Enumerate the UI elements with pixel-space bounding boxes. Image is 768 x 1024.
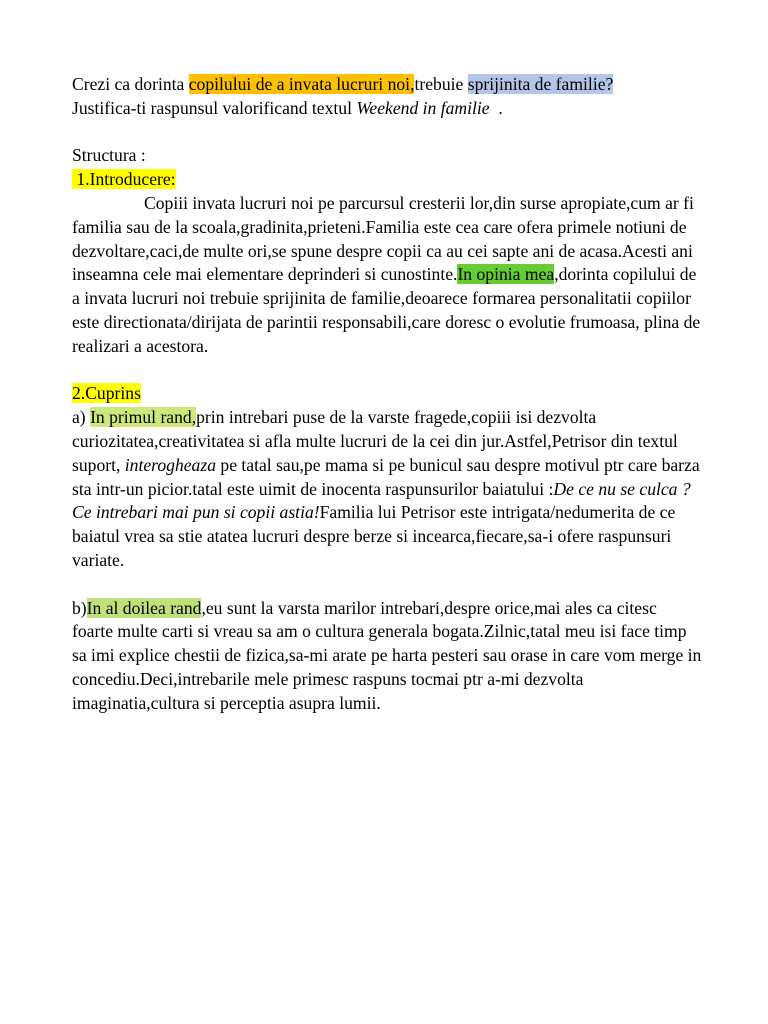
a-text-2: pe tatal sau,pe mama si pe bunicul sau despre motivul ptr care barza sta intr-un picior.tatal este uimit de inocenta raspunsurilor baiatului : — [72, 454, 700, 499]
spacer — [72, 121, 702, 145]
highlight-sprijinita: sprijinita de familie? — [467, 74, 614, 94]
paragraph-a — [72, 406, 702, 573]
intro-heading-line — [72, 168, 702, 192]
question-text-4: . — [489, 97, 503, 118]
highlight-primul-rand: In primul rand, — [90, 407, 197, 428]
highlight-opinia: In opinia mea — [457, 264, 555, 285]
a-italic-1: interogheaza — [124, 454, 216, 475]
question-line-1 — [72, 73, 702, 97]
intro-text-1: Copiii invata lucruri noi pe parcursul cresterii lor,din surse apropiate,cum ar fi familia sau de la scoala,gradinita,prieteni.Familia este cea care ofera primele notiuni de dezvoltare,caci,de multe ori,se spune despre copii ca au cei sapte ani de acasa.Acesti ani inseamna cele mai elementare deprinderi si cunostinte. — [72, 192, 694, 285]
question-line-2 — [72, 97, 702, 121]
highlight-doilea-rand: In al doilea rand — [86, 597, 202, 618]
paragraph-b — [72, 597, 702, 716]
spacer — [72, 359, 702, 383]
b-prefix: b) — [72, 597, 87, 618]
a-text-3: Familia lui Petrisor este intrigata/nedumerita de ce baiatul vrea sa stie atatea lucruri despre berze si incearca,fiecare,sa-i ofere raspunsuri variate. — [72, 502, 676, 570]
a-text-1: prin intrebari puse de la varste fragede,copiii isi dezvolta curiozitatea,creativitatea si afla multe lucruri de la cei din jur.Astfel,Petrisor din textul suport, — [72, 407, 678, 475]
question-text-2: trebuie — [414, 74, 468, 94]
a-prefix: a) — [72, 407, 91, 428]
intro-paragraph — [72, 192, 702, 359]
body-heading: 2.Cuprins — [72, 383, 141, 404]
body-heading-line — [72, 382, 702, 406]
spacer — [72, 573, 702, 597]
document-page — [72, 73, 702, 716]
intro-heading: 1.Introducere: — [72, 169, 176, 190]
b-text: ,eu sunt la varsta marilor intrebari,despre orice,mai ales ca citesc foarte multe carti si vreau sa am o cultura generala bogata.Zilnic,tatal meu isi face timp sa imi explice chestii de fizica,sa-mi arate pe harta pesteri sau orase in care vom merge in concediu.Deci,intrebarile mele primesc raspuns tocmai ptr a-mi dezvolta imaginatia,cultura si perceptia asupra lumii. — [72, 597, 702, 713]
question-text-3: Justifica-ti raspunsul valorificand textul — [72, 97, 357, 118]
highlight-copilului: copilului de a invata lucruri noi, — [188, 74, 415, 94]
structure-label: Structura : — [72, 145, 146, 166]
a-italic-2: De ce nu se culca ?Ce intrebari mai pun si copii astia! — [72, 478, 691, 523]
intro-text-2: ,dorinta copilului de a invata lucruri noi trebuie sprijinita de familie,deoarece formarea personalitatii copiilor este directionata/dirijata de parintii responsabili,care doresc o evolutie frumoasa, plina de realizari a acestora. — [72, 264, 701, 356]
question-text-1: Crezi ca dorinta — [72, 74, 189, 94]
book-title: Weekend in familie — [356, 97, 490, 118]
